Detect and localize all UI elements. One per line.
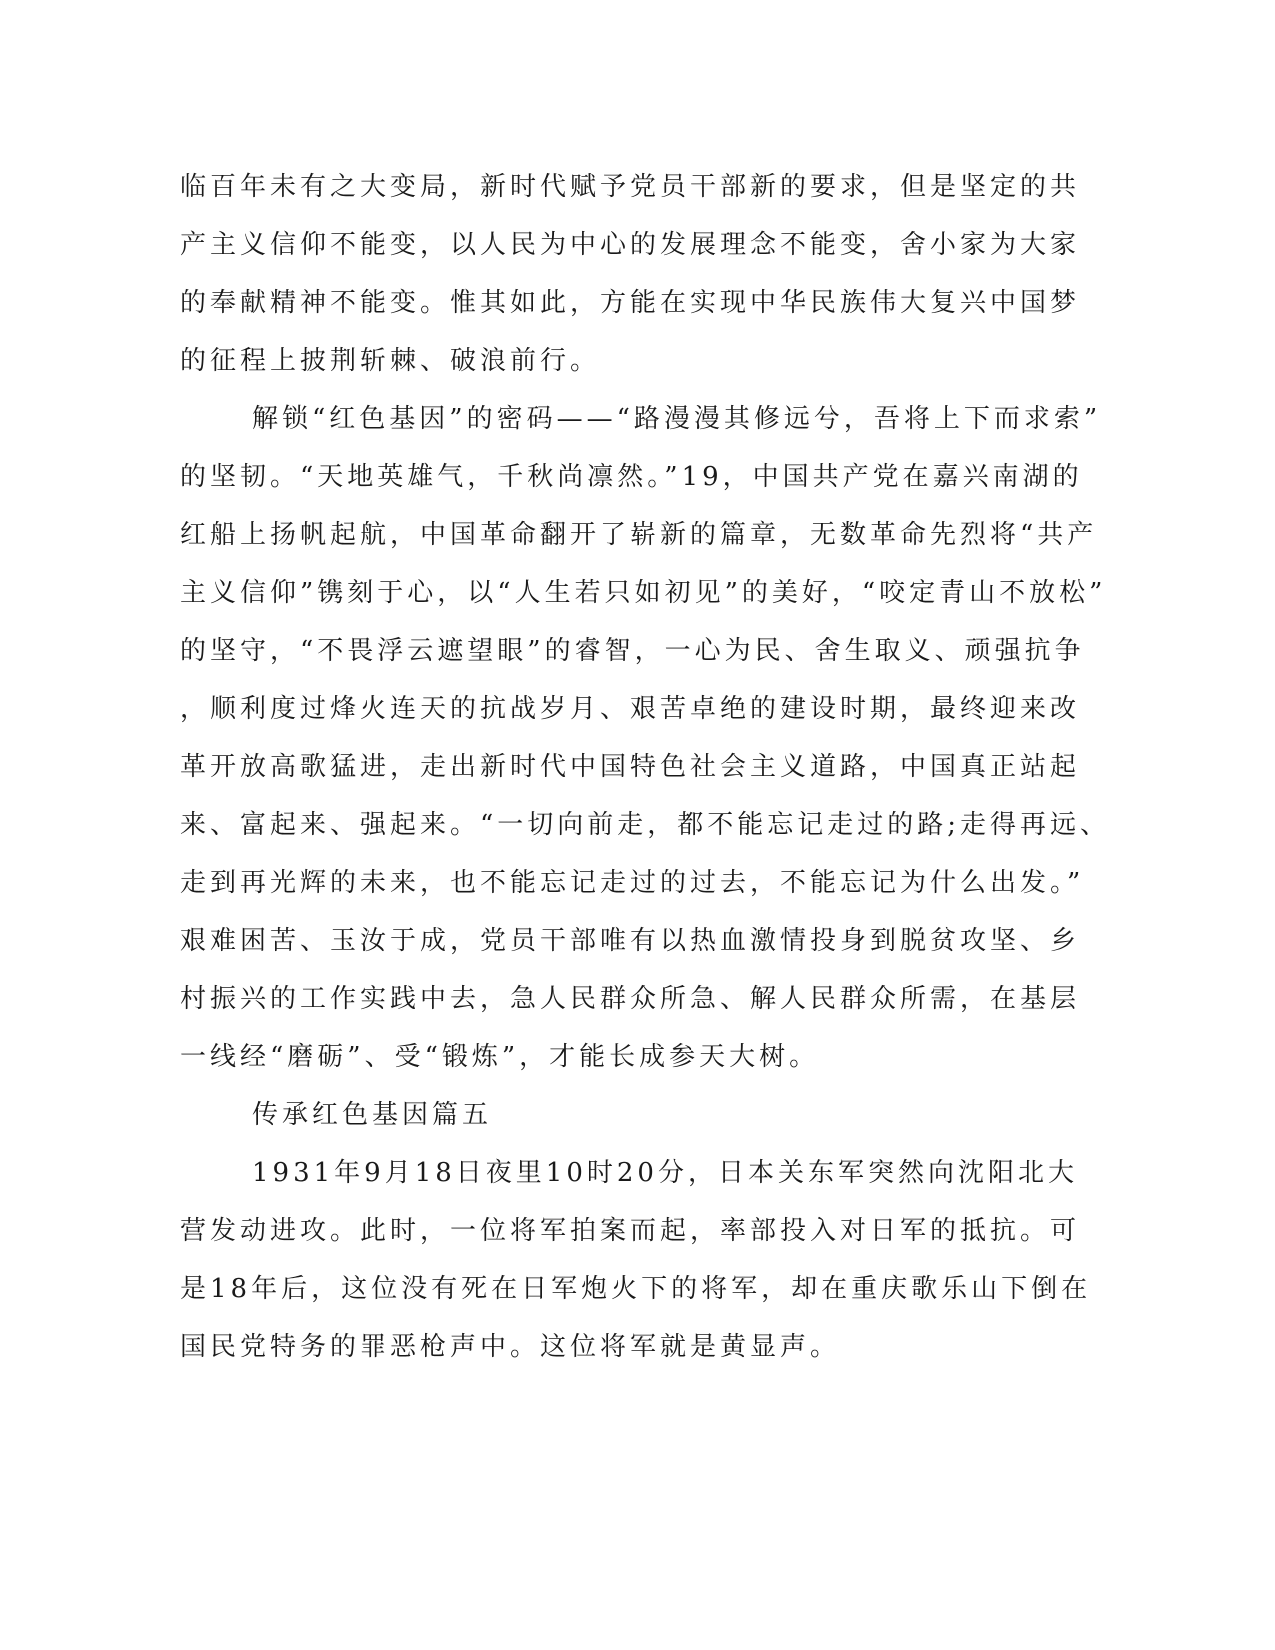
paragraph-huang-xiansheng [180,1144,1092,1376]
text-line: 一线经“磨砺”、受“锻炼”，才能长成参天大树。 [180,1042,820,1072]
paragraph-red-gene-code [180,390,1111,1086]
text-line: 的奉献精神不能变。惟其如此，方能在实现中华民族伟大复兴中国梦 [180,288,1081,318]
text-line: 临百年未有之大变局，新时代赋予党员干部新的要求，但是坚定的共 [180,172,1081,202]
text-line: 走到再光辉的未来，也不能忘记走过的过去，不能忘记为什么出发。” [180,868,1085,898]
text-line: 革开放高歌猛进，走出新时代中国特色社会主义道路，中国真正站起 [180,752,1081,782]
text-line: 来、富起来、强起来。“一切向前走，都不能忘记走过的路;走得再远、 [180,810,1111,840]
text-line: 主义信仰”镌刻于心，以“人生若只如初见”的美好，“咬定青山不放松” [180,578,1107,608]
document-body [180,158,1111,1376]
heading-text: 传承红色基因篇五 [252,1100,493,1130]
text-line: 的坚韧。“天地英雄气，千秋尚凛然。”19，中国共产党在嘉兴南湖的 [180,462,1083,492]
text-line: 村振兴的工作实践中去，急人民群众所急、解人民群众所需，在基层 [180,984,1081,1014]
text-line: 红船上扬帆起航，中国革命翻开了崭新的篇章，无数革命先烈将“共产 [180,520,1098,550]
text-line-first: 1931年9月18日夜里10时20分，日本关东军突然向沈阳北大 [252,1158,1078,1188]
text-line: 艰难困苦、玉汝于成，党员干部唯有以热血激情投身到脱贫攻坚、乡 [180,926,1081,956]
section-heading [180,1086,1022,1144]
text-line-first: 解锁“红色基因”的密码——“路漫漫其修远兮，吾将上下而求索” [252,404,1102,434]
text-line: 的坚守，“不畏浮云遮望眼”的睿智，一心为民、舍生取义、顽强抗争 [180,636,1085,666]
text-line: 营发动进攻。此时，一位将军拍案而起，率部投入对日军的抵抗。可 [180,1216,1081,1246]
text-line: 国民党特务的罪恶枪声中。这位将军就是黄显声。 [180,1332,841,1362]
text-line: 产主义信仰不能变，以人民为中心的发展理念不能变，舍小家为大家 [180,230,1081,260]
text-line: ，顺利度过烽火连天的抗战岁月、艰苦卓绝的建设时期，最终迎来改 [180,694,1081,724]
paragraph-continuation [180,158,1081,390]
text-line: 是18年后，这位没有死在日军炮火下的将军，却在重庆歌乐山下倒在 [180,1274,1092,1304]
text-line: 的征程上披荆斩棘、破浪前行。 [180,346,601,376]
